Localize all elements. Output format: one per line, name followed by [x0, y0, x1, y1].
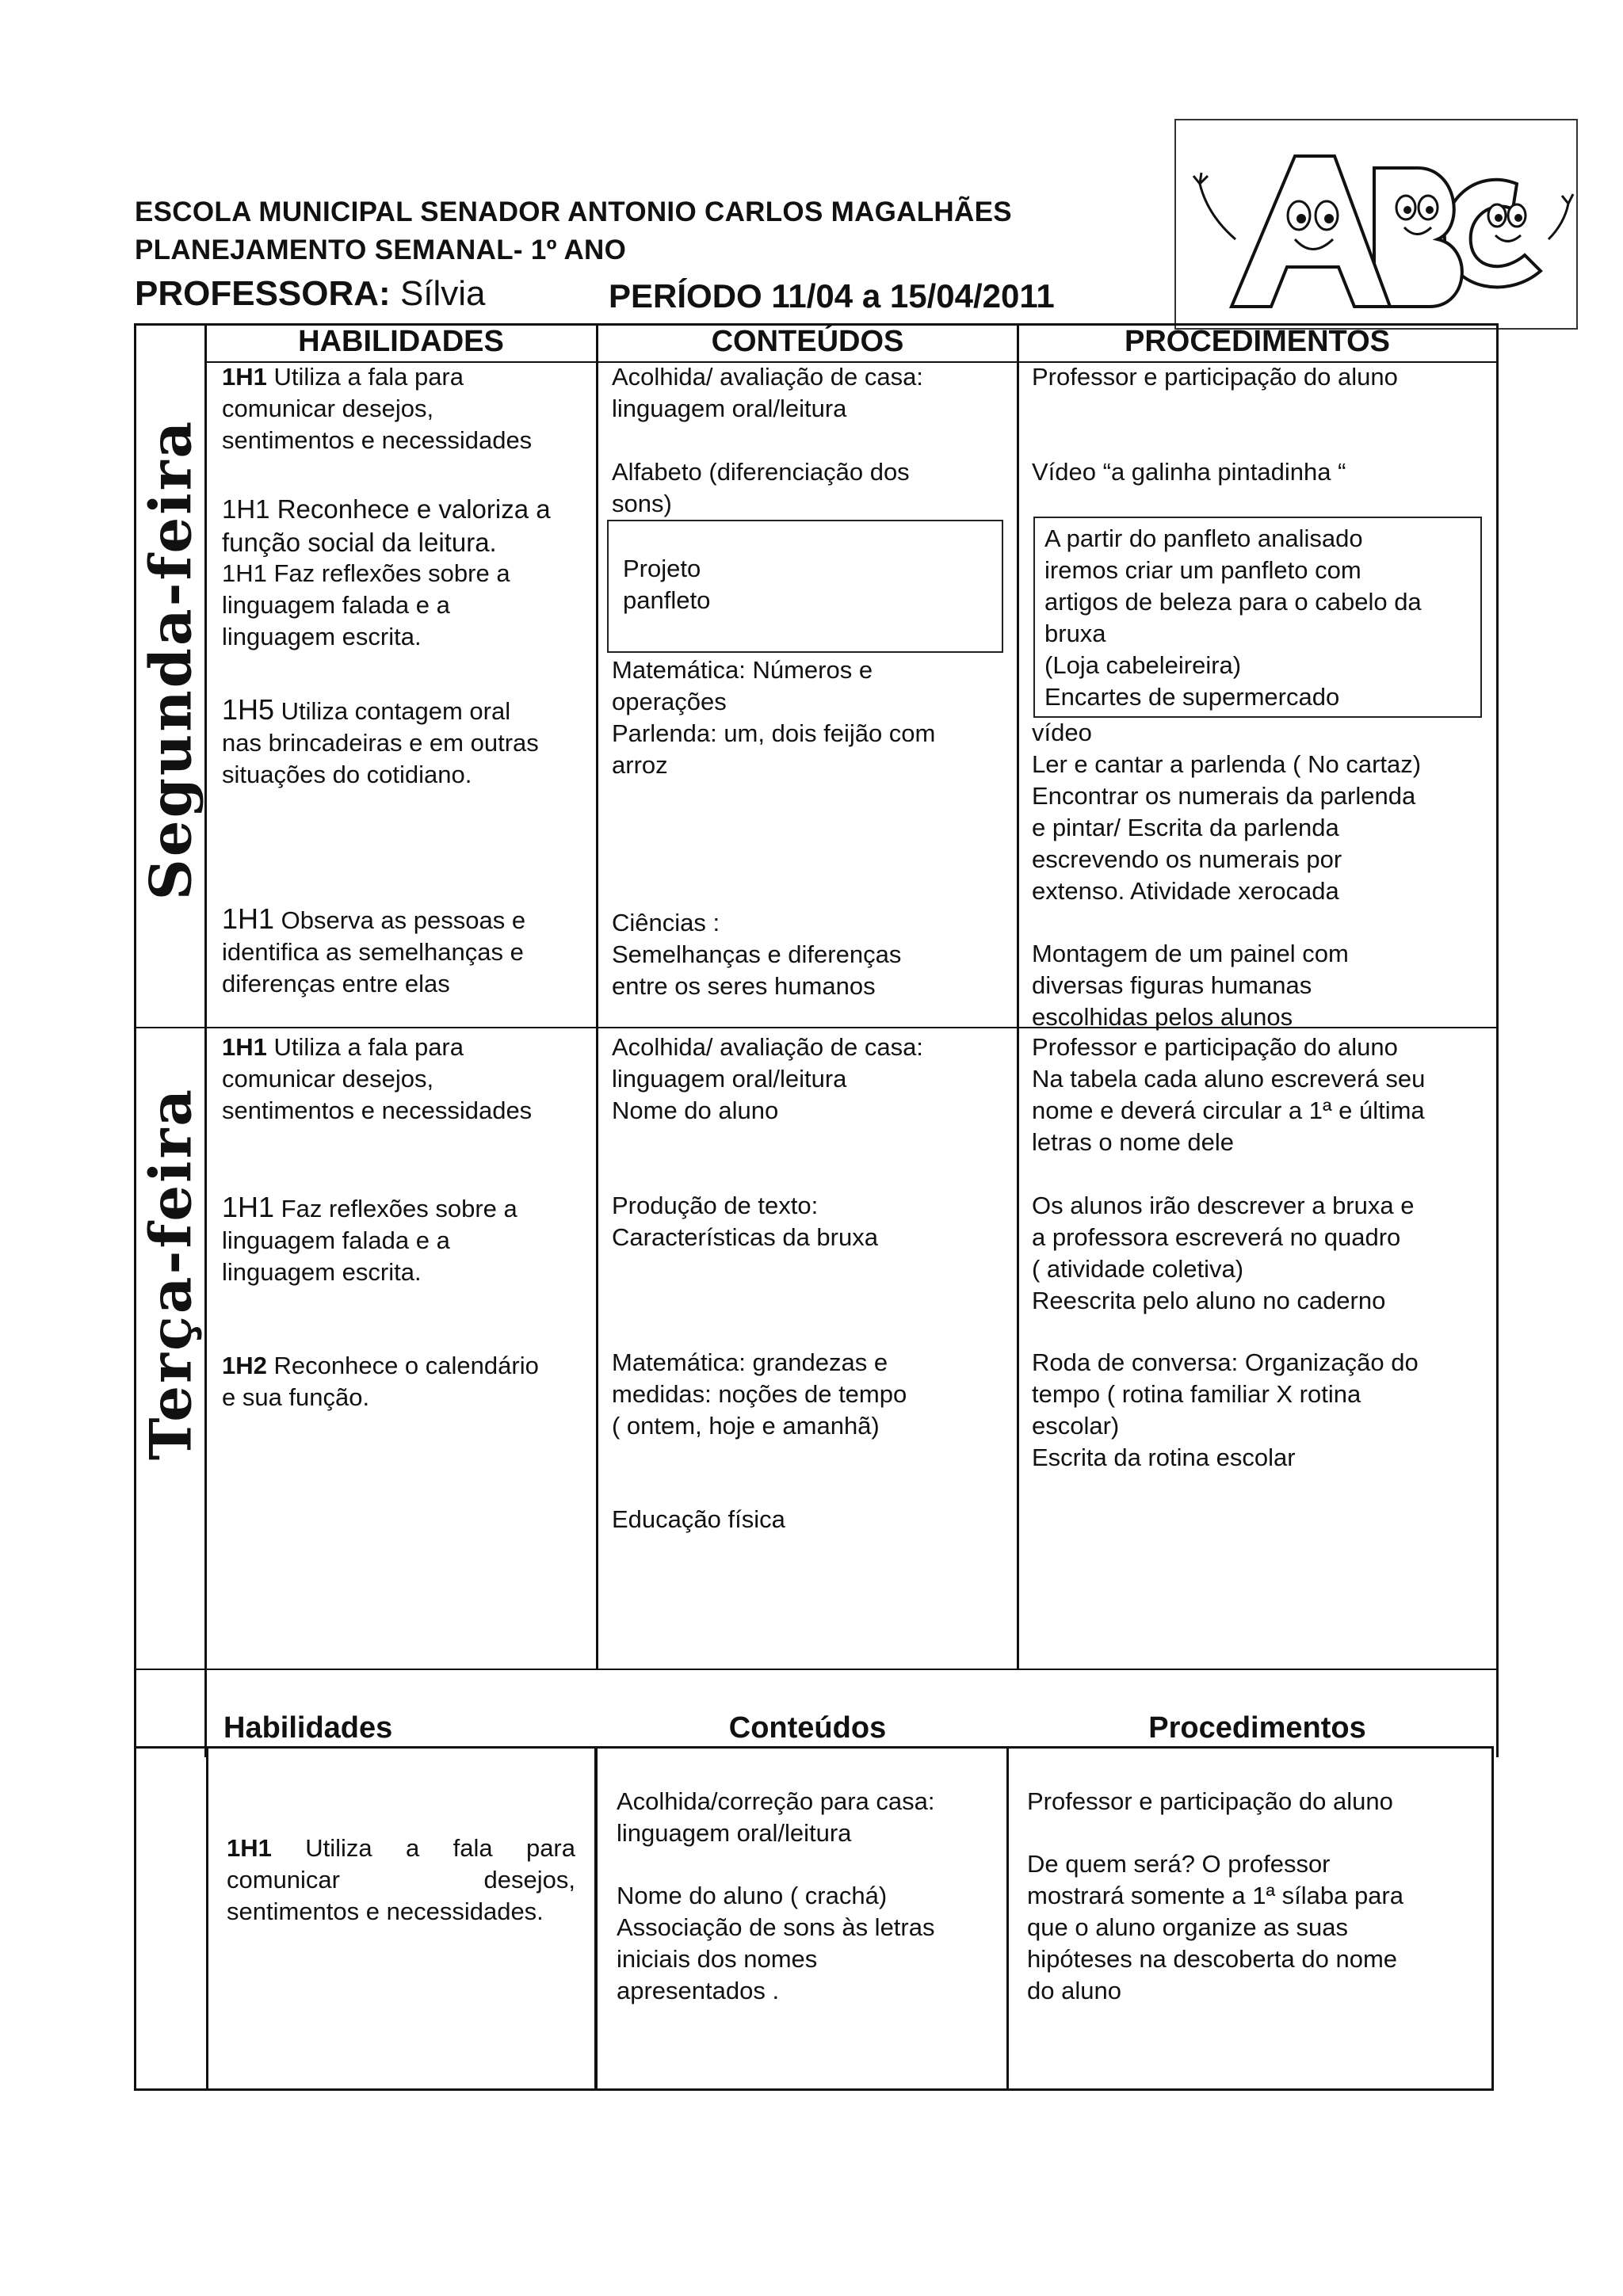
seg-cont-4: Matemática: Números e operações Parlenda: um, dois feijão com arroz [612, 656, 936, 779]
ter-cont-1: Acolhida/ avaliação de casa: linguagem oral/leitura Nome do aluno [612, 1033, 923, 1124]
third-head-hab: Habilidades [223, 1711, 393, 1745]
seg-hab-3: 1H1 Faz reflexões sobre a linguagem falada e a linguagem escrita. [222, 559, 510, 650]
seg-proc-3: A partir do panfleto analisado iremos criar um panfleto com artigos de beleza para o cabelo da bruxa (Loja cabeleireira) Encartes de supermercado [1044, 524, 1422, 711]
third-proc-1: Professor e participação do aluno [1027, 1787, 1393, 1815]
teacher-line [135, 274, 486, 314]
abc-logo [1174, 119, 1578, 330]
col-conteudos: CONTEÚDOS [711, 325, 904, 358]
col-procedimentos: PROCEDIMENTOS [1124, 325, 1390, 358]
abc-characters-icon [1176, 120, 1576, 328]
seg-cont-3: Projeto panfleto [623, 555, 711, 614]
teacher-name: Sílvia [399, 274, 486, 313]
seg-hab-4: 1H5 Utiliza contagem oral nas brincadeiras e em outras situações do cotidiano. [222, 693, 539, 788]
third-cont-1: Acolhida/correção para casa: linguagem oral/leitura [617, 1787, 935, 1847]
seg-cont-2: Alfabeto (diferenciação dos sons) [612, 458, 910, 517]
third-proc-2: De quem será? O professor mostrará somente a 1ª sílaba para que o aluno organize as suas hipóteses na descoberta do nome do aluno [1027, 1850, 1403, 2004]
seg-hab-1: 1H1 Utiliza a fala para comunicar desejos, sentimentos e necessidades [222, 363, 533, 454]
teacher-label: PROFESSORA: [135, 274, 391, 313]
seg-cont-1: Acolhida/ avaliação de casa: linguagem oral/leitura [612, 363, 923, 422]
col-habilidades: HABILIDADES [298, 325, 504, 358]
ter-cont-3: Matemática: grandezas e medidas: noções de tempo ( ontem, hoje e amanhã) [612, 1348, 907, 1440]
ter-hab-2: 1H1 Faz reflexões sobre a linguagem falada e a linguagem escrita. [222, 1191, 517, 1286]
third-head-proc: Procedimentos [1148, 1711, 1366, 1745]
plan-title: PLANEJAMENTO SEMANAL- 1º ANO [135, 235, 627, 265]
day-terca: Terça-feira [136, 1086, 204, 1461]
seg-hab-2: 1H1 Reconhece e valoriza a função social da leitura. [222, 494, 551, 557]
third-head-cont: Conteúdos [728, 1711, 887, 1745]
ter-hab-1: 1H1 Utiliza a fala para comunicar desejos, sentimentos e necessidades [222, 1033, 533, 1124]
ter-proc-3: Roda de conversa: Organização do tempo ( rotina familiar X rotina escolar) Escrita da rotina escolar [1032, 1348, 1419, 1471]
seg-hab-5: 1H1 Observa as pessoas e identifica as semelhanças e diferenças entre elas [222, 902, 526, 997]
seg-proc-2: Vídeo “a galinha pintadinha “ [1032, 458, 1346, 486]
seg-proc-5: Montagem de um painel com diversas figuras humanas escolhidas pelos alunos [1032, 940, 1349, 1031]
third-cont-2: Nome do aluno ( crachá) Associação de sons às letras iniciais dos nomes apresentados . [617, 1882, 935, 2004]
period: PERÍODO 11/04 a 15/04/2011 [609, 277, 1055, 315]
ter-proc-2: Os alunos irão descrever a bruxa e a professora escreverá no quadro ( atividade coletiva) Reescrita pelo aluno no caderno [1032, 1192, 1415, 1314]
ter-proc-1: Professor e participação do aluno Na tabela cada aluno escreverá seu nome e deverá circular a 1ª e última letras o nome dele [1032, 1033, 1426, 1156]
ter-cont-2: Produção de texto: Características da bruxa [612, 1192, 878, 1251]
school-name: ESCOLA MUNICIPAL SENADOR ANTONIO CARLOS MAGALHÃES [135, 196, 1012, 227]
ter-cont-4: Educação física [612, 1505, 785, 1533]
ter-hab-3: 1H2 Reconhece o calendário e sua função. [222, 1352, 539, 1411]
seg-proc-1: Professor e participação do aluno [1032, 363, 1398, 391]
day-segunda: Segunda-feira [136, 418, 204, 901]
seg-cont-5: Ciências : Semelhanças e diferenças entre os seres humanos [612, 909, 902, 1000]
third-hab: 1H1 Utiliza a fala para comunicar desejos, sentimentos e necessidades. [227, 1834, 575, 1925]
seg-proc-4: vídeo Ler e cantar a parlenda ( No cartaz) Encontrar os numerais da parlenda e pintar/ Escrita da parlenda escrevendo os numerais por extenso. Atividade xerocada [1032, 719, 1422, 905]
